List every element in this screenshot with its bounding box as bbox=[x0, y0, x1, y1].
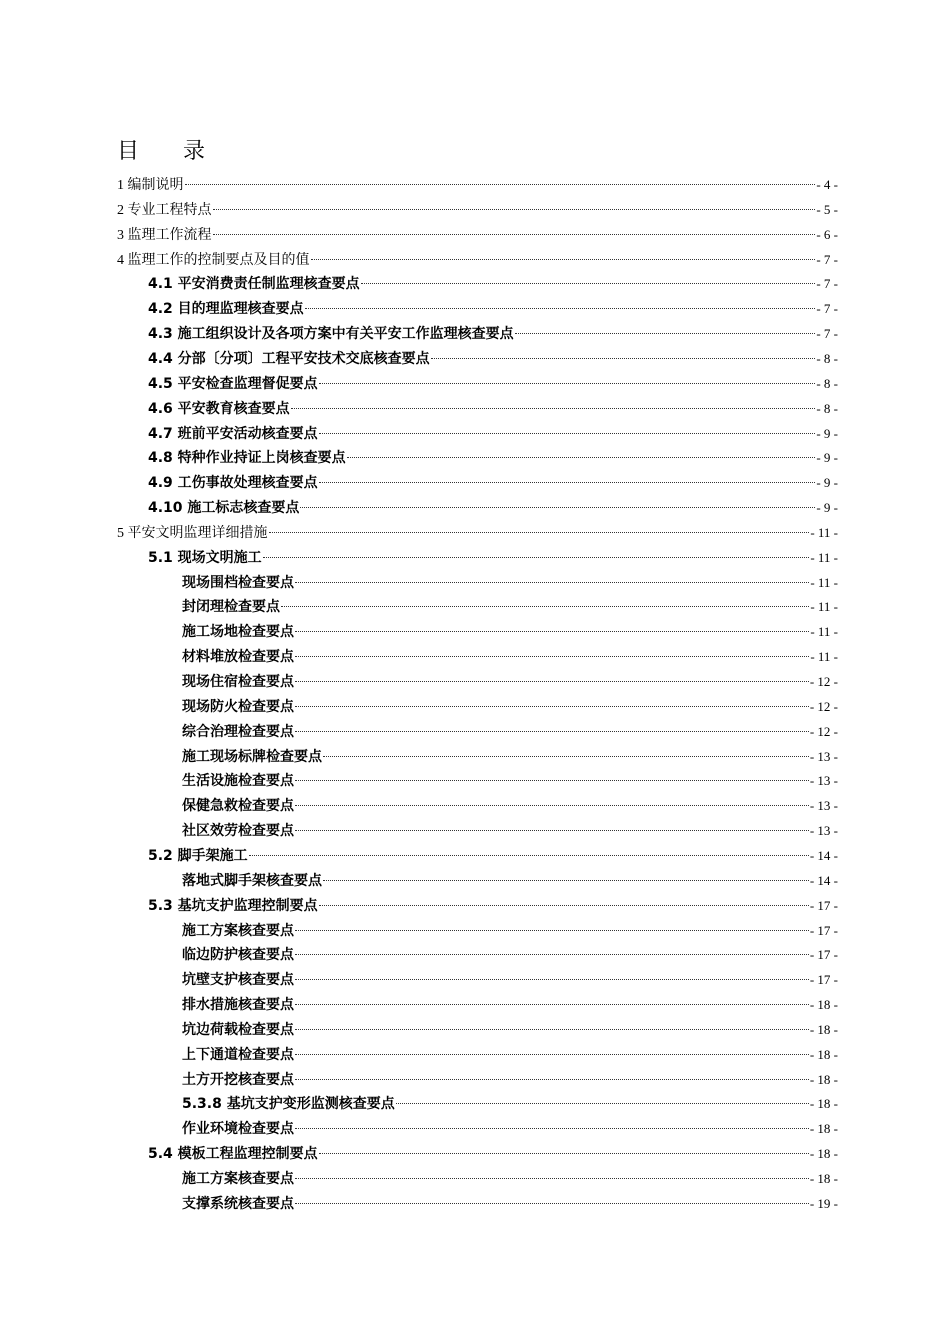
toc-entry[interactable] bbox=[117, 249, 838, 271]
dot-leader bbox=[295, 1054, 809, 1055]
toc-entry-label: 坑壁支护核查要点 bbox=[182, 972, 294, 989]
toc-entry-label: 综合治理检查要点 bbox=[182, 723, 294, 740]
dot-leader bbox=[396, 1103, 809, 1104]
dot-leader bbox=[295, 805, 809, 806]
toc-entry-label: 排水措施核查要点 bbox=[182, 997, 294, 1014]
dot-leader bbox=[323, 756, 809, 757]
dot-leader bbox=[295, 1203, 809, 1204]
toc-entry-page-number: - 9 - bbox=[816, 450, 838, 466]
toc-entry-page-number: - 13 - bbox=[809, 773, 838, 789]
dot-leader bbox=[361, 283, 816, 284]
toc-entry[interactable] bbox=[182, 746, 838, 768]
toc-entry-page-number: - 9 - bbox=[816, 500, 838, 516]
toc-entry-label: 现场住宿检查要点 bbox=[182, 674, 294, 690]
toc-entry[interactable] bbox=[148, 895, 838, 917]
dot-leader bbox=[431, 358, 816, 359]
toc-entry-label: 5.1 现场文明施工 bbox=[148, 549, 262, 566]
toc-entry-label: 5.4 模板工程监理控制要点 bbox=[148, 1146, 318, 1163]
toc-entry-page-number: - 11 - bbox=[810, 649, 838, 665]
dot-leader bbox=[291, 408, 816, 409]
toc-entry[interactable] bbox=[182, 920, 838, 942]
toc-entry[interactable] bbox=[182, 770, 838, 792]
toc-entry-label: 4.10 施工标志核查要点 bbox=[148, 500, 300, 517]
dot-leader bbox=[319, 482, 816, 483]
dot-leader bbox=[319, 433, 816, 434]
toc-entry-label: 材料堆放检查要点 bbox=[182, 649, 294, 666]
toc-entry[interactable] bbox=[182, 696, 838, 718]
toc-entry[interactable] bbox=[182, 721, 838, 743]
toc-entry-label: 4.4 分部〔分项〕工程平安技术交底核查要点 bbox=[148, 350, 430, 367]
toc-entry-page-number: - 8 - bbox=[816, 400, 838, 416]
toc-entry-page-number: - 12 - bbox=[809, 723, 838, 739]
toc-entry-page-number: - 17 - bbox=[809, 947, 838, 963]
dot-leader bbox=[323, 880, 809, 881]
toc-entry-label: 4.3 施工组织设计及各项方案中有关平安工作监理核查要点 bbox=[148, 326, 514, 343]
toc-entry-page-number: - 11 - bbox=[810, 624, 838, 640]
toc-entry-page-number: - 11 - bbox=[810, 599, 838, 615]
dot-leader bbox=[319, 905, 809, 906]
toc-entry-page-number: - 5 - bbox=[816, 201, 838, 217]
toc-entry[interactable] bbox=[182, 1093, 838, 1115]
toc-entry-page-number: - 18 - bbox=[809, 997, 838, 1013]
toc-entry-page-number: - 14 - bbox=[809, 847, 838, 863]
toc-entry-label: 5.2 脚手架施工 bbox=[148, 847, 248, 864]
dot-leader bbox=[295, 582, 809, 583]
dot-leader bbox=[295, 930, 809, 931]
toc-entry-page-number: - 17 - bbox=[809, 922, 838, 938]
toc-entry-label: 4.6 平安教育核查要点 bbox=[148, 400, 290, 417]
toc-entry-page-number: - 18 - bbox=[809, 1121, 838, 1137]
toc-entry[interactable] bbox=[182, 671, 838, 693]
dot-leader bbox=[295, 780, 809, 781]
toc-entry[interactable] bbox=[148, 1143, 838, 1165]
toc-entry-page-number: - 18 - bbox=[809, 1046, 838, 1062]
toc-entry-label: 土方开挖核查要点 bbox=[182, 1071, 294, 1088]
toc-entry[interactable] bbox=[148, 398, 838, 420]
dot-leader bbox=[319, 383, 816, 384]
dot-leader bbox=[295, 979, 809, 980]
toc-entry[interactable] bbox=[182, 795, 838, 817]
toc-entry-page-number: - 13 - bbox=[809, 798, 838, 814]
toc-entry-page-number: - 6 - bbox=[816, 226, 838, 242]
toc-entry-page-number: - 12 - bbox=[809, 674, 838, 689]
toc-entry[interactable] bbox=[182, 1168, 838, 1190]
toc-entry-label: 4 监理工作的控制要点及目的值 bbox=[117, 252, 310, 268]
toc-entry-label: 4.8 特种作业持证上岗核查要点 bbox=[148, 450, 346, 467]
toc-entry-page-number: - 18 - bbox=[809, 1021, 838, 1037]
toc-entry[interactable] bbox=[117, 199, 838, 221]
toc-entry-label: 上下通道检查要点 bbox=[182, 1046, 294, 1063]
toc-entry-page-number: - 18 - bbox=[809, 1171, 838, 1186]
toc-entry-label: 4.1 平安消费责任制监理核查要点 bbox=[148, 276, 360, 293]
toc-entry[interactable] bbox=[148, 547, 838, 569]
toc-entry-label: 临边防护核查要点 bbox=[182, 947, 294, 964]
toc-entry[interactable] bbox=[117, 522, 838, 544]
toc-entry[interactable] bbox=[182, 870, 838, 892]
toc-entry[interactable] bbox=[182, 820, 838, 842]
toc-entry[interactable] bbox=[182, 944, 838, 966]
toc-entry[interactable] bbox=[148, 298, 838, 320]
toc-entry[interactable] bbox=[182, 1193, 838, 1215]
toc-entry-page-number: - 7 - bbox=[816, 301, 838, 317]
toc-entry-page-number: - 18 - bbox=[809, 1146, 838, 1162]
toc-entry-label: 5 平安文明监理详细措施 bbox=[117, 525, 268, 541]
toc-entry-page-number: - 14 - bbox=[809, 872, 838, 888]
toc-entry-page-number: - 17 - bbox=[809, 972, 838, 988]
toc-entry-page-number: - 13 - bbox=[809, 748, 838, 764]
toc-entry-page-number: - 8 - bbox=[816, 350, 838, 366]
toc-entry-label: 施工方案核查要点 bbox=[182, 922, 294, 939]
toc-entry-label: 支撑系统核查要点 bbox=[182, 1195, 294, 1212]
toc-entry-label: 落地式脚手架核查要点 bbox=[182, 872, 322, 889]
dot-leader bbox=[295, 830, 809, 831]
dot-leader bbox=[185, 184, 816, 185]
toc-entry[interactable] bbox=[182, 994, 838, 1016]
dot-leader bbox=[263, 557, 810, 558]
dot-leader bbox=[295, 706, 809, 707]
toc-entry-page-number: - 12 - bbox=[809, 698, 838, 714]
toc-entry[interactable] bbox=[182, 1044, 838, 1066]
dot-leader bbox=[295, 1029, 809, 1030]
toc-entry-page-number: - 7 - bbox=[816, 276, 838, 292]
toc-entry-label: 4.5 平安检查监理督促要点 bbox=[148, 375, 318, 392]
toc-entry-label: 施工方案核查要点 bbox=[182, 1171, 294, 1187]
toc-entry-label: 作业环境检查要点 bbox=[182, 1121, 294, 1138]
toc-entry[interactable] bbox=[148, 497, 838, 519]
toc-entry-label: 坑边荷载检查要点 bbox=[182, 1021, 294, 1038]
toc-entry-label: 社区效劳检查要点 bbox=[182, 823, 294, 840]
dot-leader bbox=[213, 209, 816, 210]
toc-entry-label: 现场围档检查要点 bbox=[182, 574, 294, 591]
dot-leader bbox=[295, 681, 809, 682]
dot-leader bbox=[295, 1128, 809, 1129]
dot-leader bbox=[295, 954, 809, 955]
toc-entry[interactable] bbox=[182, 596, 838, 618]
toc-entry-page-number: - 7 - bbox=[816, 326, 838, 342]
toc-entry-label: 5.3 基坑支护监理控制要点 bbox=[148, 897, 318, 914]
dot-leader bbox=[295, 1178, 809, 1179]
toc-entry[interactable] bbox=[117, 224, 838, 246]
toc-entry[interactable] bbox=[182, 1019, 838, 1041]
dot-leader bbox=[305, 308, 816, 309]
toc-entry-label: 现场防火检查要点 bbox=[182, 698, 294, 715]
toc-entry[interactable] bbox=[148, 845, 838, 867]
dot-leader bbox=[295, 631, 809, 632]
dot-leader bbox=[213, 234, 816, 235]
toc-entry[interactable] bbox=[182, 621, 838, 643]
toc-entry-label: 施工现场标牌检查要点 bbox=[182, 748, 322, 765]
toc-entry[interactable] bbox=[182, 646, 838, 668]
toc-entry-page-number: - 17 - bbox=[809, 897, 838, 913]
dot-leader bbox=[249, 855, 809, 856]
toc-entry[interactable] bbox=[182, 1118, 838, 1140]
toc-entry-page-number: - 19 - bbox=[809, 1195, 838, 1211]
toc-entry[interactable] bbox=[182, 969, 838, 991]
dot-leader bbox=[311, 259, 816, 260]
toc-entry-label: 施工场地检查要点 bbox=[182, 624, 294, 641]
toc-entry-page-number: - 8 - bbox=[816, 375, 838, 391]
toc-entry-page-number: - 9 - bbox=[816, 475, 838, 491]
toc-entry[interactable] bbox=[148, 447, 838, 469]
dot-leader bbox=[281, 606, 809, 607]
dot-leader bbox=[319, 1153, 809, 1154]
dot-leader bbox=[295, 1079, 809, 1080]
dot-leader bbox=[300, 507, 815, 508]
toc-entry[interactable] bbox=[148, 423, 838, 445]
toc-entry[interactable] bbox=[182, 572, 838, 594]
toc-entry-page-number: - 18 - bbox=[809, 1096, 838, 1112]
toc-entry-page-number: - 9 - bbox=[816, 425, 838, 441]
dot-leader bbox=[269, 532, 810, 533]
toc-title: 目 录 bbox=[117, 139, 206, 164]
toc-entry-label: 封闭理检查要点 bbox=[182, 599, 280, 616]
toc-entry-page-number: - 7 - bbox=[816, 251, 838, 267]
dot-leader bbox=[295, 1004, 809, 1005]
toc-entry-label: 4.9 工伤事故处理核查要点 bbox=[148, 475, 318, 492]
toc-entry-page-number: - 18 - bbox=[809, 1071, 838, 1087]
toc-entry-label: 3 监理工作流程 bbox=[117, 227, 212, 243]
dot-leader bbox=[295, 656, 809, 657]
toc-entry[interactable] bbox=[148, 348, 838, 370]
toc-entry[interactable] bbox=[117, 174, 838, 196]
toc-entry-label: 生活设施检查要点 bbox=[182, 773, 294, 790]
toc-entry-page-number: - 11 - bbox=[810, 549, 838, 565]
toc-entry[interactable] bbox=[148, 472, 838, 494]
toc-entry[interactable] bbox=[148, 273, 838, 295]
toc-entry-page-number: - 11 - bbox=[810, 524, 838, 540]
toc-entry-page-number: - 11 - bbox=[810, 574, 838, 590]
toc-entry-label: 4.2 目的理监理核查要点 bbox=[148, 301, 304, 318]
toc-entry-label: 4.7 班前平安活动核查要点 bbox=[148, 425, 318, 442]
toc-entry-label: 5.3.8 基坑支护变形监测核查要点 bbox=[182, 1096, 395, 1113]
toc-entry-label: 1 编制说明 bbox=[117, 178, 184, 193]
dot-leader bbox=[347, 457, 816, 458]
toc-entry[interactable] bbox=[148, 323, 838, 345]
toc-entry-label: 2 专业工程特点 bbox=[117, 202, 212, 218]
toc-entry-label: 保健急救检查要点 bbox=[182, 798, 294, 815]
toc-entry-page-number: - 4 - bbox=[816, 177, 838, 192]
dot-leader bbox=[515, 333, 816, 334]
toc-entry-page-number: - 13 - bbox=[809, 823, 838, 839]
dot-leader bbox=[295, 731, 809, 732]
toc-entry[interactable] bbox=[148, 373, 838, 395]
toc-entry[interactable] bbox=[182, 1069, 838, 1091]
